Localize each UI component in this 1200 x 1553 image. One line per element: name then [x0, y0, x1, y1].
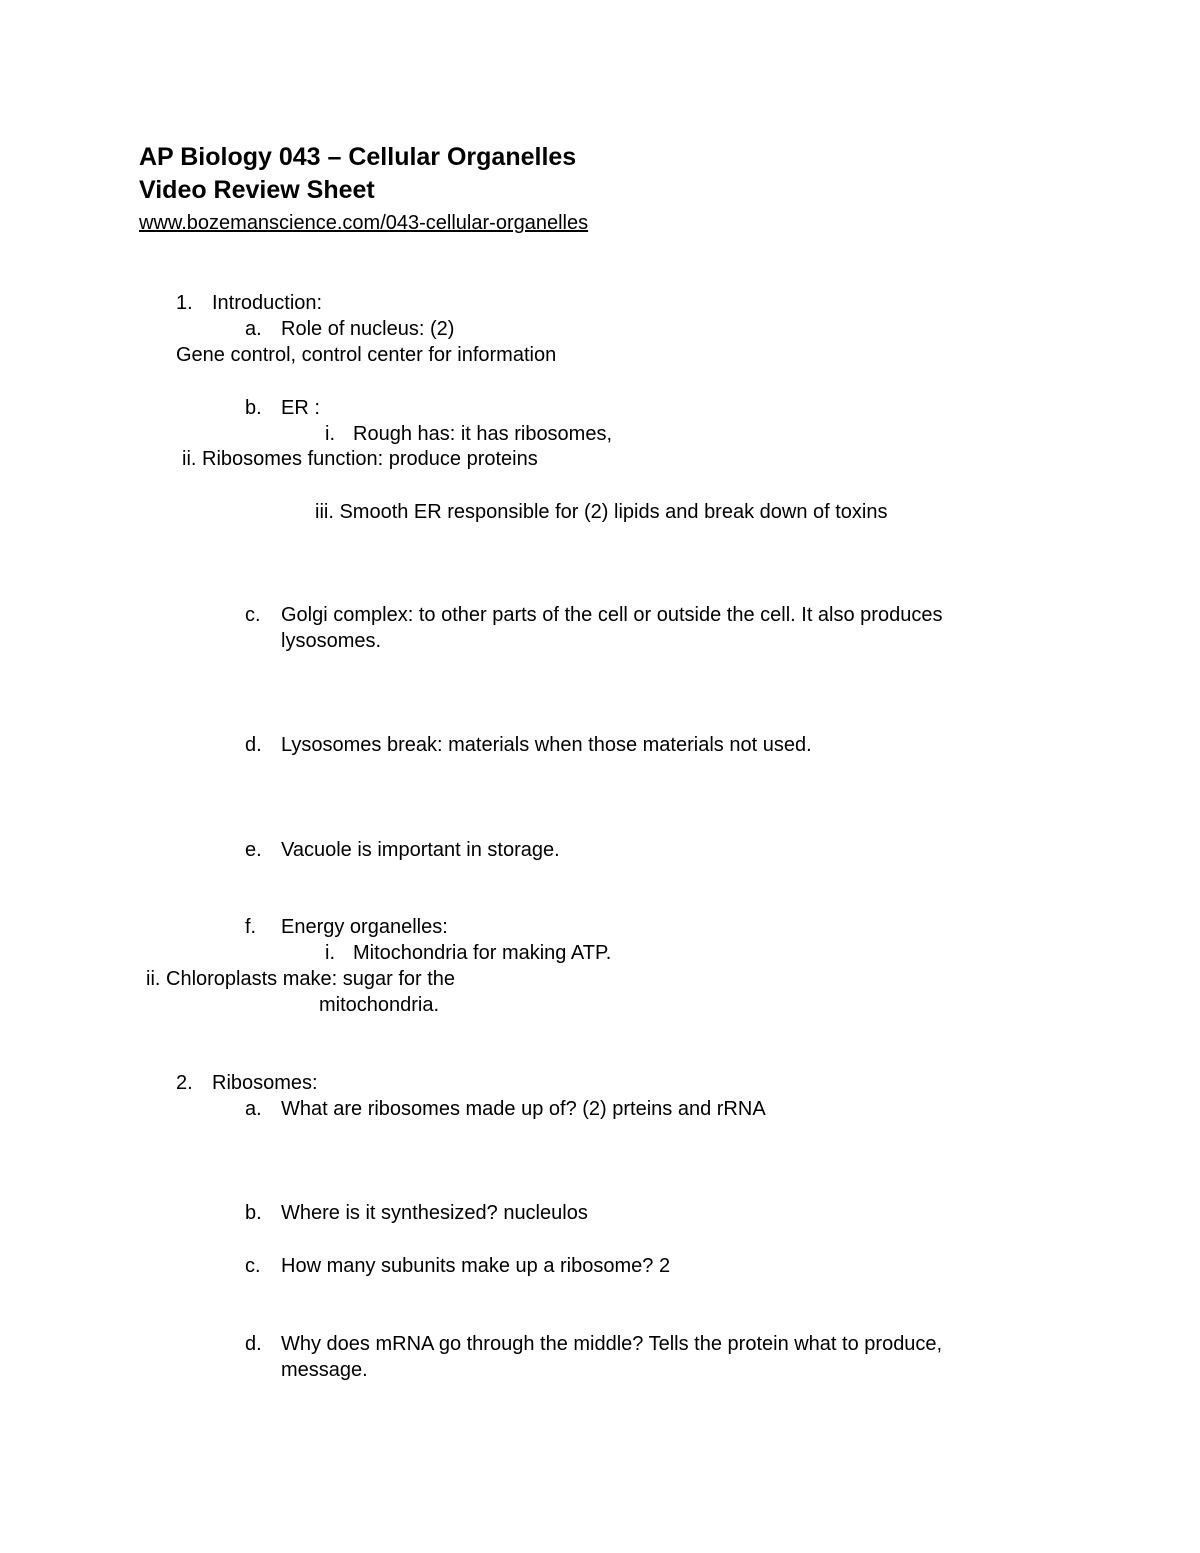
- page-subtitle: Video Review Sheet: [139, 176, 375, 204]
- list-item: [245, 316, 454, 342]
- answer-line: ii. Ribosomes function: produce proteins: [182, 448, 538, 470]
- list-item-text: Lysosomes break: materials when those materials not used.: [281, 734, 812, 756]
- list-item-text: Why does mRNA go through the middle? Tells the protein what to produce,: [281, 1333, 943, 1355]
- list-item: [245, 1200, 588, 1226]
- list-item: [245, 732, 812, 758]
- list-marker: i.: [325, 423, 335, 445]
- list-item: [245, 914, 448, 940]
- list-item-text: Introduction:: [212, 292, 323, 314]
- list-item-text: ER :: [281, 397, 320, 419]
- list-item: [245, 837, 560, 863]
- list-marker: d.: [245, 734, 262, 756]
- answer-line: Gene control, control center for information: [176, 344, 557, 366]
- list-item: [176, 1070, 318, 1096]
- list-marker: 1.: [176, 292, 193, 314]
- list-item: [325, 421, 612, 447]
- list-marker: e.: [245, 839, 262, 861]
- list-item-text: Ribosomes:: [212, 1072, 318, 1094]
- list-marker: a.: [245, 1098, 262, 1120]
- answer-line: iii. Smooth ER responsible for (2) lipids and break down of toxins: [315, 501, 888, 523]
- list-item-text: Vacuole is important in storage.: [281, 839, 560, 861]
- list-marker: a.: [245, 318, 262, 340]
- list-item: [176, 290, 322, 316]
- list-item-text: Mitochondria for making ATP.: [353, 942, 612, 964]
- answer-line: ii. Chloroplasts make: sugar for the: [146, 968, 456, 990]
- source-link[interactable]: www.bozemanscience.com/043-cellular-organelles: [139, 212, 589, 234]
- answer-line: mitochondria.: [319, 994, 440, 1016]
- list-item: [245, 602, 942, 628]
- list-marker: b.: [245, 1202, 262, 1224]
- list-item-text: What are ribosomes made up of? (2) prteins and rRNA: [281, 1098, 766, 1120]
- list-item-text: Golgi complex: to other parts of the cell or outside the cell. It also produces: [281, 604, 943, 626]
- list-item-text: Where is it synthesized? nucleulos: [281, 1202, 588, 1224]
- list-marker: c.: [245, 1255, 261, 1277]
- list-marker: 2.: [176, 1072, 193, 1094]
- list-item-text: Energy organelles:: [281, 916, 448, 938]
- answer-line: message.: [281, 1359, 368, 1381]
- list-marker: f.: [245, 916, 257, 938]
- page-title: AP Biology 043 – Cellular Organelles: [139, 143, 577, 171]
- list-marker: c.: [245, 604, 261, 626]
- list-item-text: Rough has: it has ribosomes,: [353, 423, 613, 445]
- answer-line: lysosomes.: [281, 630, 382, 652]
- list-marker: b.: [245, 397, 262, 419]
- list-item-text: How many subunits make up a ribosome? 2: [281, 1255, 671, 1277]
- list-item: [245, 395, 320, 421]
- list-marker: i.: [325, 942, 335, 964]
- list-item: [245, 1253, 670, 1279]
- list-item: [325, 940, 611, 966]
- list-item: [245, 1331, 942, 1357]
- list-marker: d.: [245, 1333, 262, 1355]
- list-item: [245, 1096, 766, 1122]
- list-item-text: Role of nucleus: (2): [281, 318, 455, 340]
